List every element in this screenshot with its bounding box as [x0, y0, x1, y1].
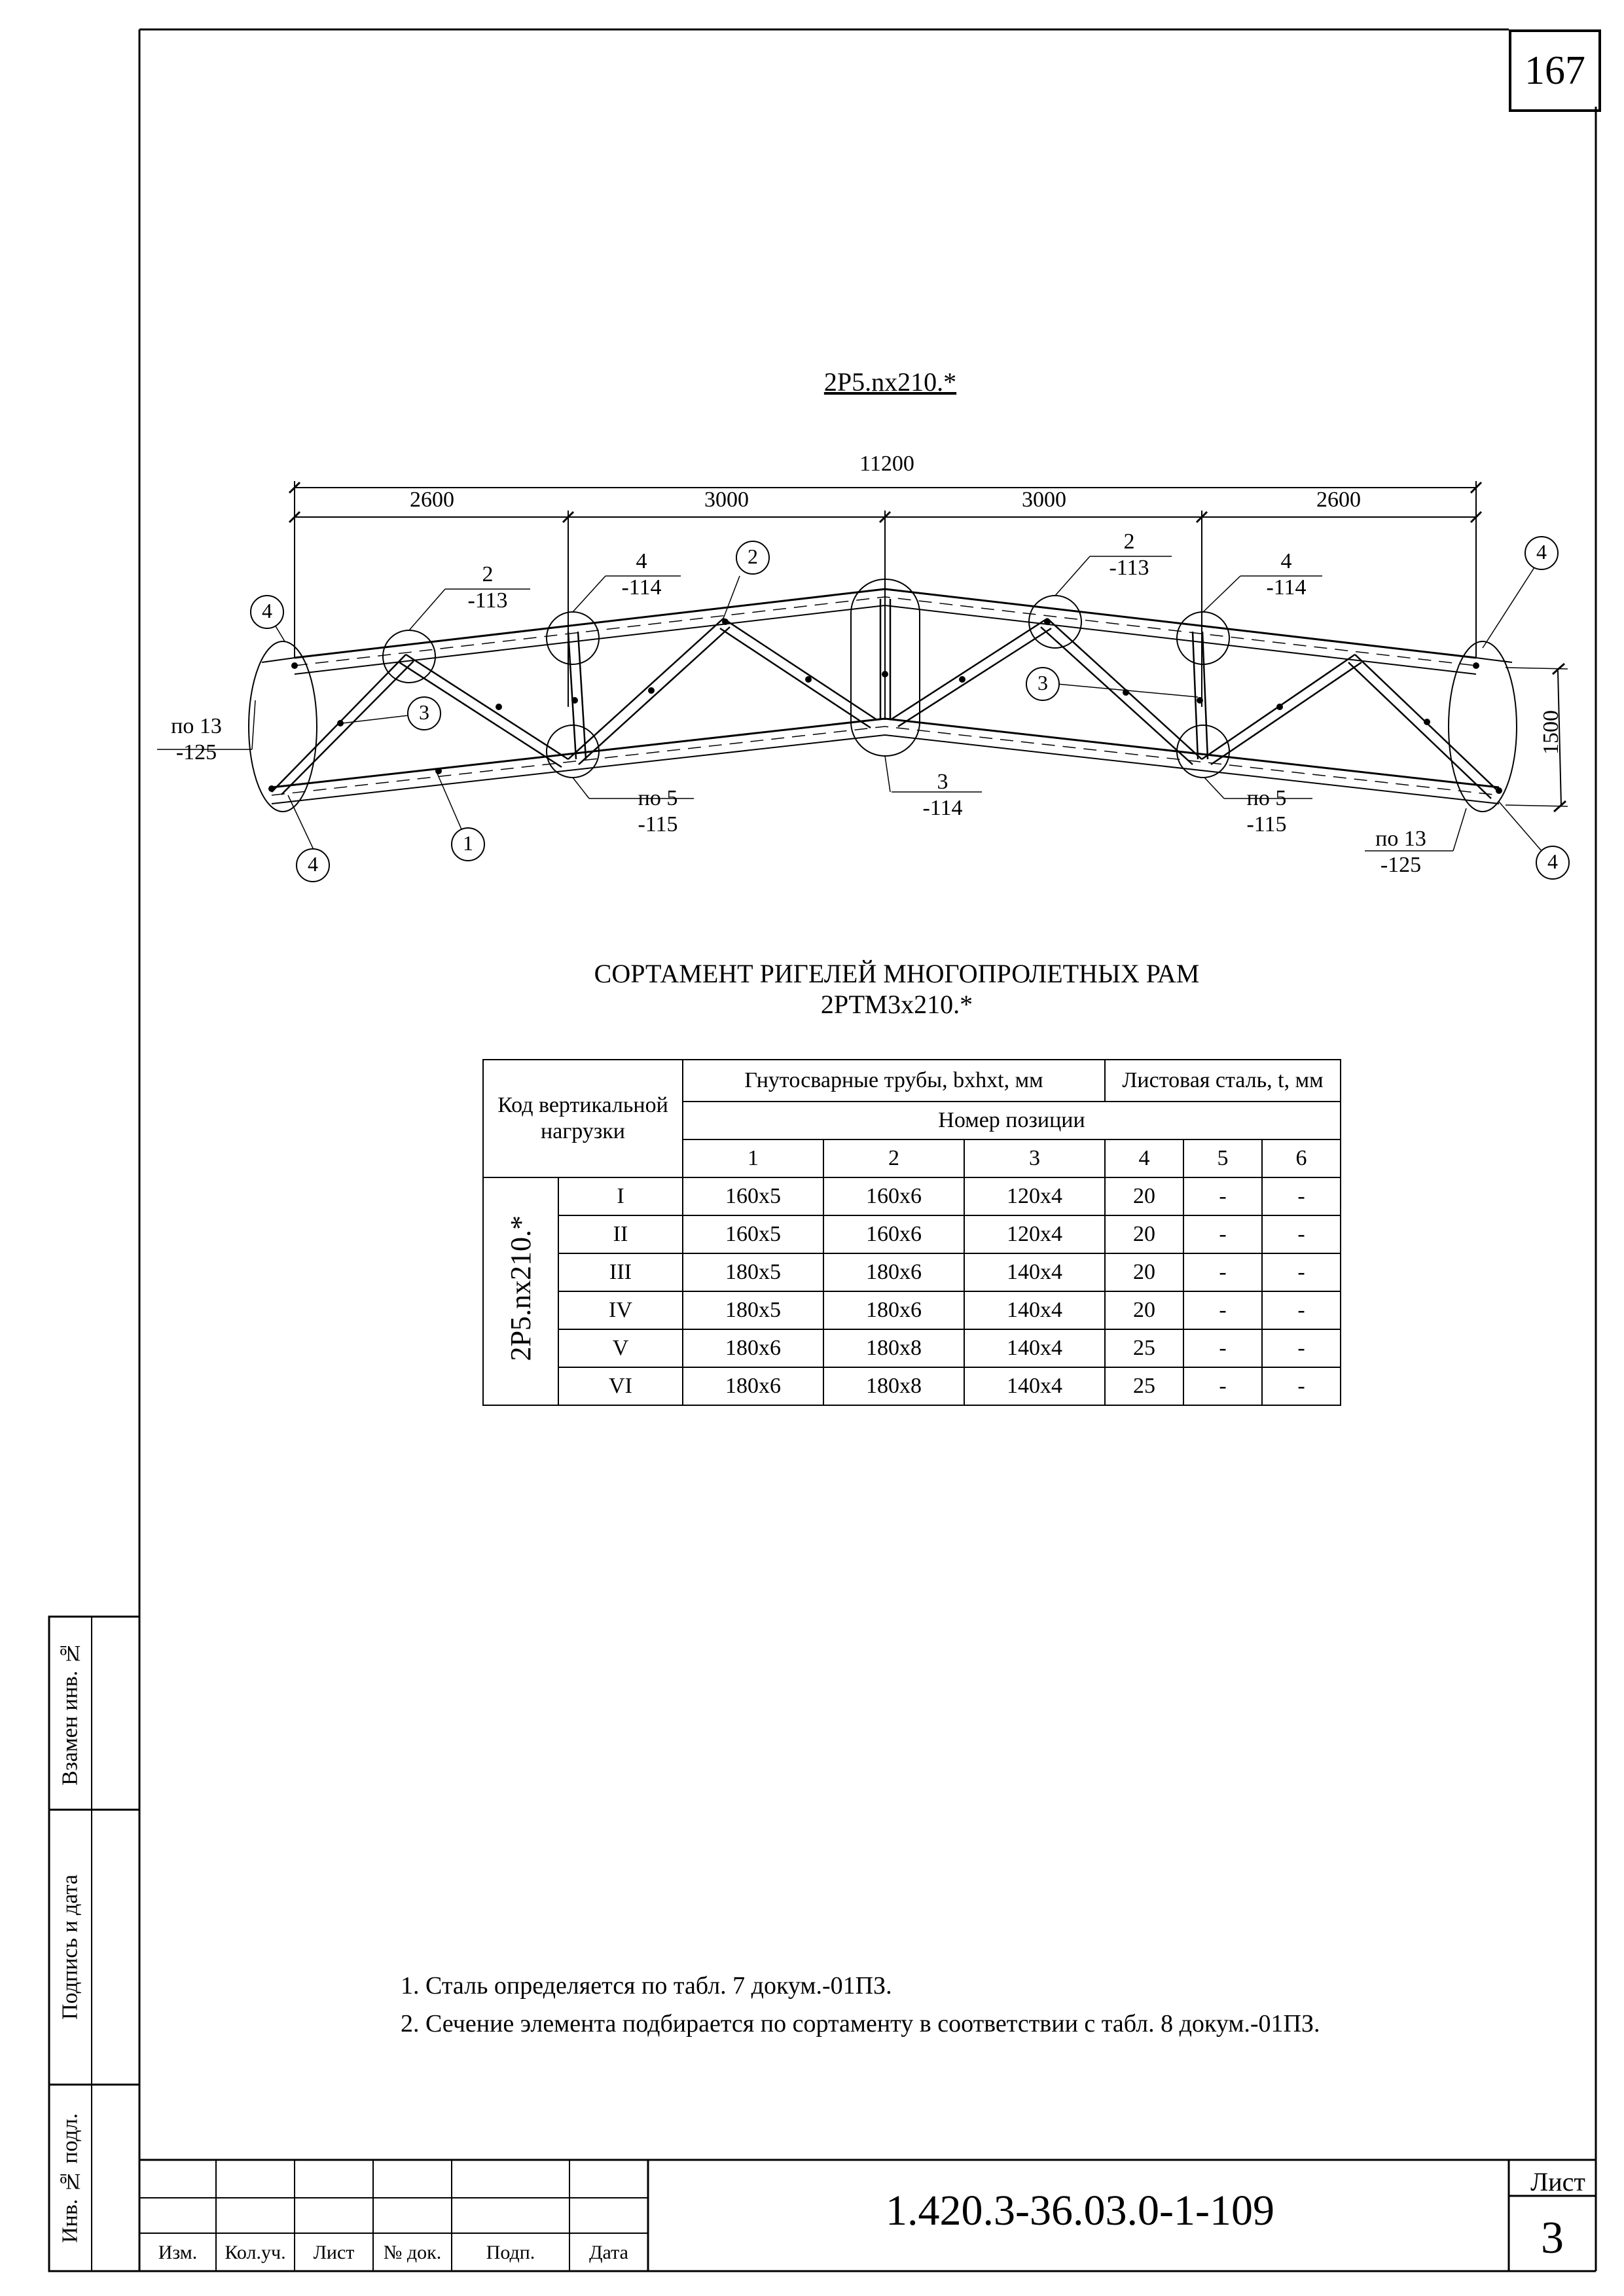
- table-cell: 180х5: [683, 1253, 823, 1291]
- dim-height: 1500: [1539, 710, 1563, 755]
- dim-seg-3: 3000: [1022, 488, 1066, 512]
- table-cell: 20: [1105, 1253, 1183, 1291]
- pos-bubble: 1: [463, 831, 473, 855]
- table-cell: 180х8: [823, 1329, 964, 1367]
- table-cell: -: [1262, 1215, 1341, 1253]
- document-number: 1.420.3-36.03.0-1-109: [886, 2187, 1274, 2234]
- callout-po5-right: по 5 -115: [1246, 786, 1287, 836]
- table-cell: 140х4: [964, 1329, 1105, 1367]
- table-cell: VI: [558, 1367, 683, 1405]
- side-label-inv: Инв. № подл.: [58, 2113, 82, 2243]
- table-cell: 20: [1105, 1291, 1183, 1329]
- col-num: 5: [1183, 1139, 1262, 1177]
- callout-po5-left: по 5 -115: [638, 786, 678, 836]
- side-label-vzamen: Взамен инв. №: [58, 1641, 82, 1785]
- callout-2-113-right: 2 -113: [1109, 529, 1149, 580]
- drawing-title: 2Р5.nх210.*: [823, 367, 957, 397]
- callout-3-114: 3 -114: [922, 770, 963, 820]
- table-cell: -: [1262, 1367, 1341, 1405]
- dim-seg-1: 2600: [410, 488, 454, 512]
- table-cell: 120х4: [964, 1177, 1105, 1215]
- table-cell: I: [558, 1177, 683, 1215]
- table-cell: -: [1183, 1291, 1262, 1329]
- page-number: 167: [1509, 29, 1601, 112]
- group-label: 2Р5.nх210.*: [505, 1215, 537, 1361]
- dim-overall: 11200: [859, 452, 914, 476]
- pos-bubble: 2: [748, 545, 758, 568]
- callout-2-113-left: 2 -113: [467, 562, 508, 613]
- header-code: Код вертикальной нагрузки: [483, 1060, 683, 1177]
- stamp-kol: Кол.уч.: [225, 2242, 286, 2263]
- sortament-table: [482, 1059, 1341, 1406]
- notes: [401, 1967, 1320, 2043]
- table-cell: 25: [1105, 1329, 1183, 1367]
- callout-4-114-left: 4 -114: [621, 549, 662, 600]
- table-cell: -: [1183, 1329, 1262, 1367]
- pos-bubble: 4: [308, 852, 318, 876]
- table-cell: -: [1262, 1177, 1341, 1215]
- col-num: 6: [1262, 1139, 1341, 1177]
- sortament-title: СОРТАМЕНТ РИГЕЛЕЙ МНОГОПРОЛЕТНЫХ РАМ: [594, 959, 1200, 988]
- col-num: 4: [1105, 1139, 1183, 1177]
- col-num: 3: [964, 1139, 1105, 1177]
- table-cell: 140х4: [964, 1291, 1105, 1329]
- sheet-number: 3: [1541, 2213, 1564, 2263]
- stamp-data: Дата: [589, 2242, 628, 2263]
- dim-seg-4: 2600: [1316, 488, 1361, 512]
- table-cell: -: [1183, 1367, 1262, 1405]
- col-num: 1: [683, 1139, 823, 1177]
- col-num: 2: [823, 1139, 964, 1177]
- header-pipes: Гнутосварные трубы, bxhxt, мм: [683, 1060, 1105, 1102]
- pos-bubble: 4: [1547, 850, 1558, 873]
- table-cell: 160х6: [823, 1215, 964, 1253]
- pos-bubble: 4: [1536, 540, 1547, 564]
- dim-seg-2: 3000: [704, 488, 749, 512]
- sheet-label: Лист: [1530, 2167, 1585, 2197]
- table-cell: 180х6: [823, 1253, 964, 1291]
- table-cell: -: [1262, 1253, 1341, 1291]
- stamp-podp: Подп.: [486, 2242, 535, 2263]
- table-cell: 180х6: [823, 1291, 964, 1329]
- table-cell: 140х4: [964, 1367, 1105, 1405]
- callout-po13-left: по 13 -125: [171, 714, 222, 764]
- table-cell: 180х8: [823, 1367, 964, 1405]
- table-cell: 20: [1105, 1177, 1183, 1215]
- side-label-podpis: Подпись и дата: [58, 1874, 82, 2020]
- table-cell: 160х6: [823, 1177, 964, 1215]
- table-cell: -: [1183, 1253, 1262, 1291]
- table-cell: II: [558, 1215, 683, 1253]
- pos-bubble: 4: [262, 599, 272, 622]
- table-cell: 25: [1105, 1367, 1183, 1405]
- table-cell: 180х6: [683, 1367, 823, 1405]
- table-cell: 20: [1105, 1215, 1183, 1253]
- table-cell: -: [1262, 1329, 1341, 1367]
- group-label-cell: [483, 1177, 558, 1405]
- stamp-list: Лист: [313, 2242, 355, 2263]
- header-posnum: Номер позиции: [683, 1102, 1341, 1139]
- table-cell: IV: [558, 1291, 683, 1329]
- sortament-subtitle: 2РТМ3х210.*: [820, 990, 973, 1019]
- pos-bubble: 3: [1038, 671, 1048, 694]
- callout-4-114-right: 4 -114: [1266, 549, 1307, 600]
- table-cell: 180х6: [683, 1329, 823, 1367]
- table-cell: 140х4: [964, 1253, 1105, 1291]
- stamp-nodok: № док.: [383, 2242, 442, 2263]
- table-cell: -: [1183, 1177, 1262, 1215]
- table-cell: 160х5: [683, 1215, 823, 1253]
- table-cell: III: [558, 1253, 683, 1291]
- note-1: 1. Сталь определяется по табл. 7 докум.-01ПЗ.: [401, 1972, 892, 2000]
- stamp-izm: Изм.: [158, 2242, 198, 2263]
- header-sheet: Листовая сталь, t, мм: [1105, 1060, 1341, 1102]
- table-cell: 180х5: [683, 1291, 823, 1329]
- table-cell: 120х4: [964, 1215, 1105, 1253]
- table-cell: -: [1183, 1215, 1262, 1253]
- table-cell: -: [1262, 1291, 1341, 1329]
- callout-po13-right: по 13 -125: [1375, 827, 1426, 877]
- note-2: 2. Сечение элемента подбирается по сортаменту в соответствии с табл. 8 докум.-01ПЗ.: [401, 2010, 1320, 2037]
- table-cell: 160х5: [683, 1177, 823, 1215]
- pos-bubble: 3: [419, 700, 429, 724]
- table-cell: V: [558, 1329, 683, 1367]
